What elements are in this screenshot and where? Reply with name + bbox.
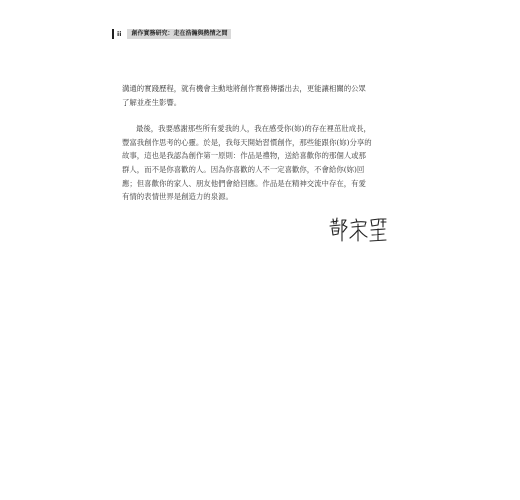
text-line: 溝通的實踐歷程，就有機會主動地將創作實務傳播出去，更能讓相關的公眾 [122, 84, 366, 93]
body-text [122, 82, 390, 204]
running-header [112, 29, 231, 39]
text-line: 了解並產生影響。 [122, 97, 182, 107]
page-number: ii [117, 30, 122, 38]
paragraph-2 [122, 122, 390, 204]
text-line: 最後，我要感謝那些所有愛我的人，我在感受你(妳)的存在裡茁壯成長， [136, 124, 371, 134]
paragraph-1 [122, 82, 390, 109]
author-signature [328, 216, 388, 244]
text-line: 應；但喜歡你的家人、朋友他們會給回應。作品是在精神交流中存在，有愛 [122, 178, 366, 188]
text-line: 群人，而不是你喜歡的人。因為你喜歡的人不一定喜歡你，不會給你(妳)回 [122, 164, 365, 174]
text-line: 故事，這也是我認為創作第一原則：作品是禮物，送給喜歡你的那個人或那 [122, 151, 366, 161]
text-line: 有情的表情世界是創造力的泉源。 [122, 192, 233, 202]
text-line: 豐富我創作思考的心靈。於是，我每天開始習慣創作，那些能跟你(妳)分享的 [122, 137, 372, 147]
header-marker-bar [112, 29, 114, 39]
book-title: 創作實務研究：走在浩瀚與熱情之間 [127, 29, 231, 39]
